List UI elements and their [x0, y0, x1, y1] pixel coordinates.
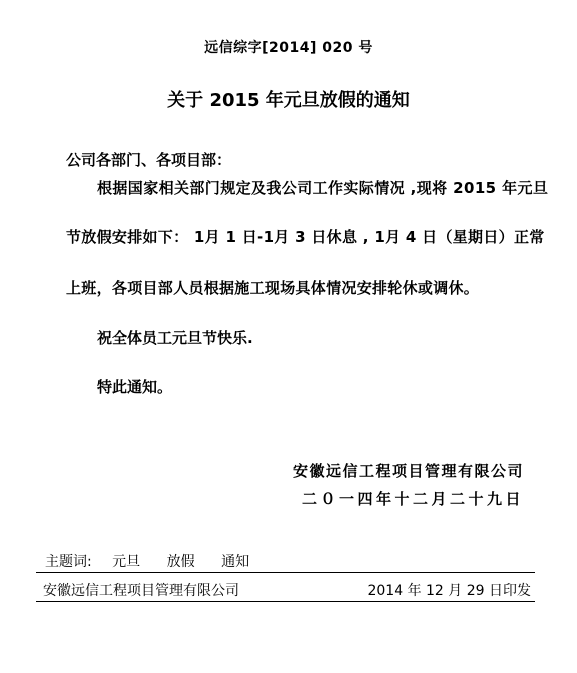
salutation: 公司各部门、各项目部：	[66, 151, 232, 169]
document-number: 远信综字[2014] 020 号	[204, 40, 373, 56]
keywords-label: 主题词:	[45, 554, 92, 570]
keyword: 元旦	[112, 554, 141, 570]
signature-date: 二０一四年十二月二十九日	[301, 490, 524, 508]
document-title: 关于 2015 年元旦放假的通知	[167, 90, 410, 111]
footer-issue-date: 2014 年 12 月 29 日印发	[367, 583, 531, 599]
keyword: 放假	[166, 554, 195, 570]
signature-company: 安徽远信工程项目管理有限公司	[292, 462, 524, 480]
divider-bottom	[36, 601, 535, 602]
body-paragraph-line: 根据国家相关部门规定及我公司工作实际情况 ,现将 2015 年元旦	[97, 179, 549, 197]
keyword: 通知	[221, 554, 250, 570]
divider-top	[36, 572, 535, 573]
body-paragraph-line: 节放假安排如下： 1月 1 日-1月 3 日休息 , 1月 4 日（星期日）正常	[66, 228, 545, 246]
closing-line: 特此通知。	[97, 378, 173, 396]
greeting-line: 祝全体员工元旦节快乐.	[97, 329, 253, 347]
footer-issuer: 安徽远信工程项目管理有限公司	[43, 583, 239, 599]
body-paragraph-line: 上班，各项目部人员根据施工现场具体情况安排轮休或调休。	[66, 279, 480, 297]
keywords-row	[45, 551, 271, 571]
